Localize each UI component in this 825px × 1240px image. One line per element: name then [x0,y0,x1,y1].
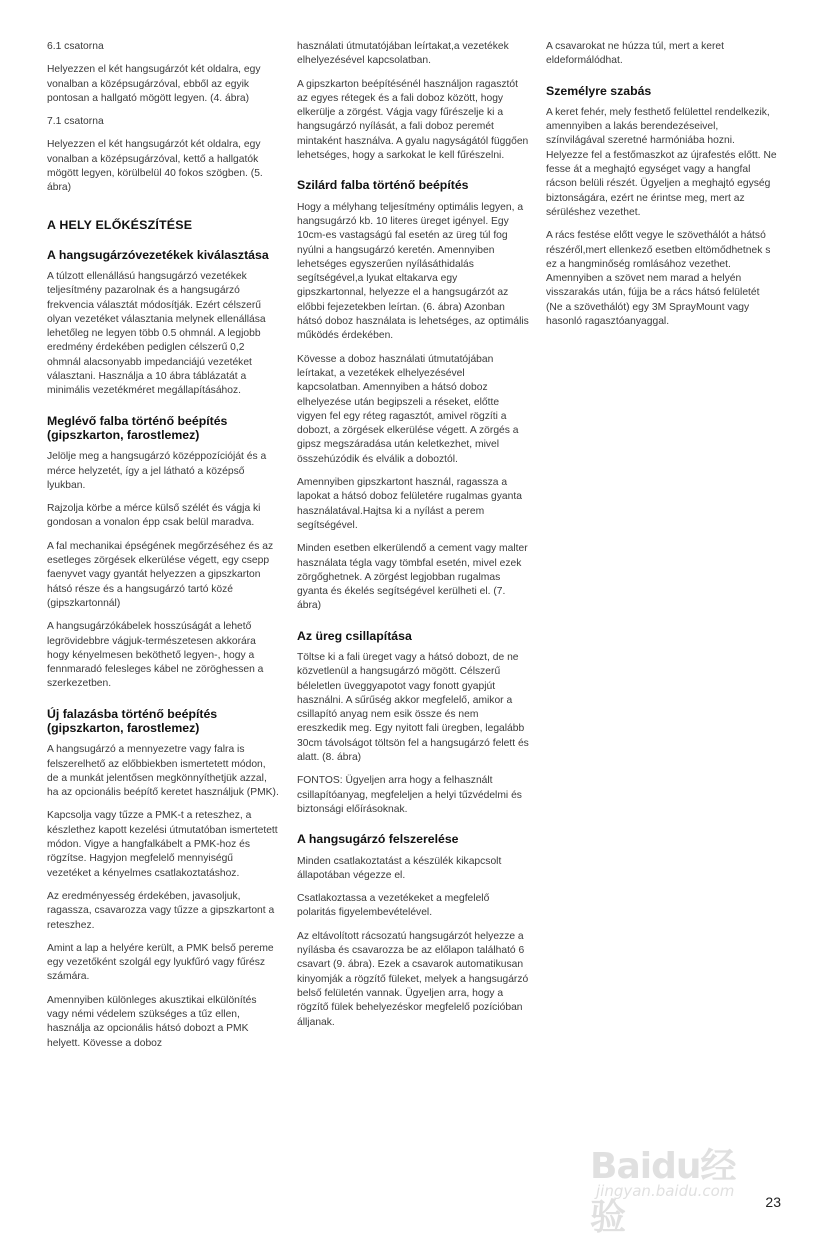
subsection-heading: A hangsugárzó felszerelése [297,832,459,847]
paragraph: Kapcsolja vagy tűzze a PMK-t a reteszhez, a készlethez kapott kezelési útmutatóban ismertetett módon. Vigye a hangfalkábelt a PMK-hoz és rögzítse. Hagyjon megfelelő mennyiségű vezetéket a kényelmes csatlakoztatáshoz. [47,810,278,879]
subsection-heading: Személyre szabás [546,83,652,98]
paragraph: A hangsugárzókábelek hosszúságát a lehető legrövidebbre vágjuk-természetesen akkorára hogy kényelmesen beköthető legyen-, hogy a fennmaradó felesleges kábel ne zöröghessen a szerkezetben. [47,621,264,690]
subsection-heading: Új falazásba történő beépítés (gipszkarton, farostlemez) [47,706,218,735]
paragraph: Jelölje meg a hangsugárzó középpozícióját és a mérce helyzetét, így a jel látható a középső lyukban. [47,451,267,491]
page-number: 23 [765,1194,781,1210]
paragraph: Amint a lap a helyére került, a PMK belső pereme egy vezetőként szolgál egy lyukfűró vagy fűrész számára. [47,942,274,983]
paragraph: A rács festése előtt vegye le szövethálót a hátsó részéről,mert ellenkező esetben eltömődhetnek s ez a hangminőség romlásához vezethet. Amennyiben a szövet nem marad a helyén visszarakás után, fújja be a rács hátsó felületét (Ne a szövethálót) egy 3M SprayMount vagy hasonló ragasztóanyaggal. [546,230,771,328]
paragraph: Az eltávolított rácsozatú hangsugárzót helyezze a nyílásba és csavarozza be az előlapon található 6 csavart (9. ábra). Ezek a csavarok automatikusan kinyomják a rögzítő füleket, melyek a hangsugárzó belső felületén vannak. Ügyeljen arra, hogy a rögzítő fülek behelyezéskor megfelelő pozícióban álljanak. [297,930,529,1028]
column-left [47,40,279,1060]
paragraph: A hangsugárzó a mennyezetre vagy falra is felszerelhető az előbbiekben ismertetett módon, de a munkát jelentősen megkönnyíthetjük azzal, ha az opcionális beépítő keretet használjuk (PMK). [47,744,279,799]
paragraph: A csavarokat ne húzza túl, mert a keret eldeformálódhat. [546,41,724,67]
section-heading: A HELY ELŐKÉSZÍTÉSE [47,217,193,232]
paragraph: A keret fehér, mely festhető felülettel rendelkezik, amennyiben a lakás berendezéseivel, színvilágával szeretné harmóniába hozni. Helyezze fel a festőmaszkot az újrafestés előtt. Ne fesse át a meghajtó egységet vagy a hangfal rácson belüli részét. Ügyeljen a meghajtó egység biztonságára, ezért ne érintse meg, mert az sérüléshez vezethet. [546,106,777,218]
paragraph: Amennyiben különleges akusztikai elkülönítés vagy némi védelem szükséges a tűz ellen, használja az opcionális hátsó dobozt a PMK helyett. Kövesse a doboz [47,994,257,1049]
paragraph: Helyezzen el két hangsugárzót két oldalra, egy vonalban a középsugárzóval, kettő a hallgatók mögött legyen, körülbelül 40 fokos szögben. (5. ábra) [47,139,263,194]
paragraph: használati útmutatójában leírtakat,a vezetékek elhelyezésével kapcsolatban. [297,41,509,67]
paragraph: Amennyiben gipszkartont használ, ragassza a lapokat a hátsó doboz felületére rugalmas gyanta használatával.Hajtsa ki a nyílást a perem segítségével. [297,477,522,531]
paragraph: 6.1 csatorna [47,41,104,52]
watermark-logo [590,1138,765,1238]
paragraph: Rajzolja körbe a mérce külső szélét és vágja ki gondosan a vonalon épp csak belül maradva. [47,503,261,529]
watermark-url: jingyan.baidu.com [596,1182,735,1200]
paragraph: Helyezzen el két hangsugárzót két oldalra, egy vonalban a középsugárzóval, ebből az egyik pontosan a hallgató mögött legyen. (4. ábra) [47,64,261,104]
paragraph: Csatlakoztassa a vezetékeket a megfelelő polaritás figyelembevételével. [297,893,490,919]
subsection-heading: A hangsugárzóvezetékek kiválasztása [47,247,269,262]
column-middle [297,40,529,1039]
subsection-heading: Az üreg csillapítása [297,628,412,643]
paragraph: A fal mechanikai épségének megőrzéséhez és az esetleges zörgések elkerülése végett, egy csepp faenyvet vagy gyantát helyezzen a gipszkarton hátsó része és a hangsugárzó tartó közé (gipszkartonnál) [47,540,274,609]
paragraph: Töltse ki a fali üreget vagy a hátsó dobozt, de ne közvetlenül a hangsugárzó mögött. Célszerű béleletlen üveggyapotot vagy fonott gyapjút használni. A sűrűség akkor megfelelő, amikor a csillapító anyag nem esik össze és nem ereszkedik meg. Egy nyitott fali üregben, legalább 30cm távolságot töltsön fel a hangsugárzó felett és alatt. (8. ábra) [297,651,529,764]
paragraph: A túlzott ellenállású hangsugárzó vezetékek teljesítmény pazarolnak és a hangsugárzó frekvencia választát módosítják. Ezért célszerű olyan vezetéket választania melynek ellenállása lehetőleg ne legyen több 0.5 ohmnál. A legjobb eredmény érdekében pediglen célszerű 0,2 ohmnál alacsonyabb impedanciájú vezetéket választani. Használja a 10 ábra táblázatát a minimális vezetékméret megállapításához. [47,270,266,397]
subsection-heading: Szilárd falba történő beépítés [297,178,469,193]
subsection-heading: Meglévő falba történő beépítés (gipszkarton, farostlemez) [47,413,228,442]
paragraph: Hogy a mélyhang teljesítmény optimális legyen, a hangsugárzó kb. 10 literes üreget igényel. Egy 10cm-es vastagságú fal esetén az üreg túl fog nyúlni a hangsugárzó keretén. Amennyiben lehetséges egyszerűen nyílásáthidalás segítségével,a lyukat eltakarva egy gipszkartonnal, helyezze el a hangsugárzót az előbbi fejezetekben leírtan. (6. ábra) Azonban hátsó doboz használata is lehetséges, az optimális működés érdekében. [297,201,529,342]
column-right [546,40,778,338]
paragraph: Minden esetben elkerülendő a cement vagy malter használata tégla vagy tömbfal esetén, mivel ezek zörgőghetnek. A zörgést legjobban rugalmas gyanta és ékelés segítségével kerülheti el. (7. ábra) [297,543,528,612]
paragraph: A gipszkarton beépítésénél használjon ragasztót az egyes rétegek és a fali doboz között, hogy elkerülje a zörgést. Vágja vagy fűrészelje ki a hangsugárzó nyílását, a fali doboz peremét mintaként használva. A gyalu nagyságától függően lehetséges, hogy a sarkokat le kell fűrészelni. [297,78,529,162]
watermark-text: Baidu经验 [590,1146,736,1238]
paragraph: Az eredményesség érdekében, javasoljuk, ragassza, csavarozza vagy tűzze a gipszkartont a reteszhez. [47,890,275,931]
paragraph: Minden csatlakoztatást a készülék kikapcsolt állapotában végezze el. [297,855,502,881]
paragraph: 7.1 csatorna [47,116,104,128]
paragraph: Kövesse a doboz használati útmutatójában leírtakat, a vezetékek elhelyezésével kapcsolatban. Amennyiben a hátsó doboz elhelyezése után begipszeli a réseket, előtte vigyen fel egy réteg ragasztót, amivel rögzíti a dobozt, a zörgések elkerülése végett. A zörgés a gipsz megszáradása után keletkezhet, mivel összehúzódik és elválik a doboztól. [297,353,519,465]
paragraph: FONTOS: Ügyeljen arra hogy a felhasznált csillapítóanyag, megfeleljen a helyi tűzvédelmi és biztonsági előírásoknak. [297,775,522,815]
